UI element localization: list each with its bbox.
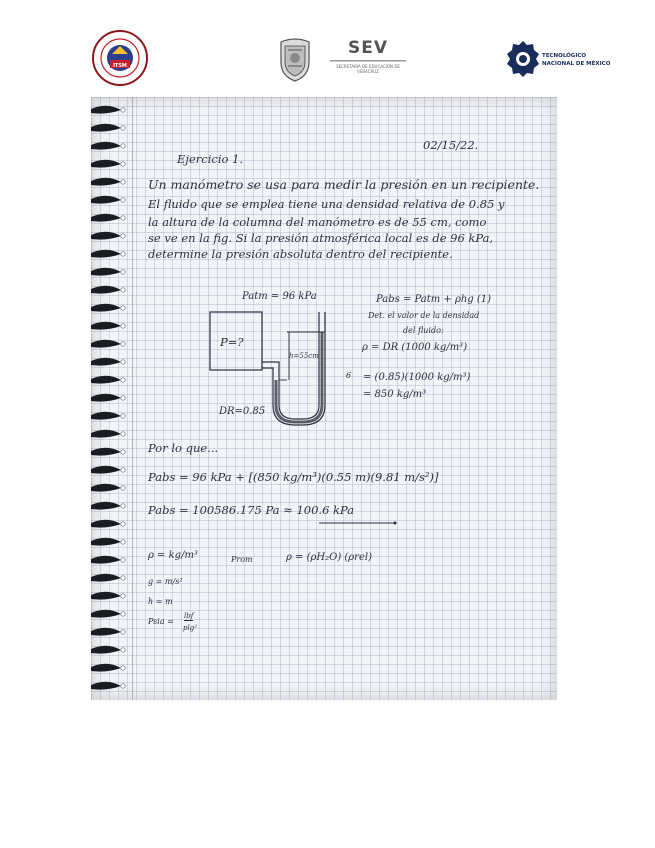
- spiral-ring: [91, 322, 125, 330]
- patm-label: Patm = 96 kPa: [242, 291, 317, 302]
- itsm-seal-logo: [92, 30, 148, 86]
- sev-divider: [330, 59, 406, 63]
- spiral-ring: [91, 340, 125, 348]
- spiral-ring: [91, 412, 125, 420]
- psia-denominator: plg²: [183, 624, 198, 632]
- u-tube-outer-2: [262, 312, 325, 425]
- result-underline: [319, 520, 399, 526]
- spiral-ring: [91, 304, 125, 312]
- equation-4: = 850 kg/m³: [363, 389, 427, 400]
- spiral-ring: [91, 592, 125, 600]
- pabs-result: Pabs = 100586.175 Pa ≈ 100.6 kPa: [148, 503, 355, 517]
- spiral-ring: [91, 124, 125, 132]
- spiral-ring: [91, 538, 125, 546]
- spiral-ring: [91, 646, 125, 654]
- notebook-date: 02/15/22.: [423, 138, 479, 152]
- h-units: h = m: [148, 597, 173, 606]
- spiral-ring: [91, 286, 125, 294]
- notebook-page: [91, 97, 557, 700]
- spiral-ring: [91, 196, 125, 204]
- spiral-ring: [91, 268, 125, 276]
- equation-3: = (0.85)(1000 kg/m³): [363, 372, 471, 383]
- spiral-ring: [91, 160, 125, 168]
- psia-label: Psia =: [148, 617, 174, 626]
- rho-units: ρ = kg/m³: [148, 550, 198, 561]
- problem-line-5: determine la presión absoluta dentro del recipiente.: [148, 247, 453, 261]
- spiral-ring: [91, 250, 125, 258]
- problem-line-3: la altura de la columna del manómetro es de 55 cm, como: [148, 215, 487, 229]
- spiral-ring: [91, 628, 125, 636]
- tecnm-gear-logo: [506, 40, 540, 78]
- spiral-ring: [91, 556, 125, 564]
- note-line-1: Det. el valor de la densidad: [368, 311, 480, 320]
- tank-pressure-label: P=?: [220, 335, 244, 349]
- spiral-ring: [91, 214, 125, 222]
- spiral-ring: [91, 574, 125, 582]
- notebook-margin-line: [132, 97, 133, 700]
- problem-line-1: Un manómetro se usa para medir la presión en un recipiente.: [148, 177, 540, 192]
- manometer-fluid: [276, 332, 322, 422]
- spiral-ring: [91, 664, 125, 672]
- svg-text:ITSM: ITSM: [113, 63, 127, 69]
- spiral-binding: [89, 97, 129, 700]
- spiral-ring: [91, 430, 125, 438]
- problem-line-2: El fluido que se emplea tiene una densidad relativa de 0.85 y: [148, 197, 505, 211]
- note-line-2: del fluido:: [403, 326, 444, 335]
- pabs-expression: Pabs = 96 kPa + [(850 kg/m³)(0.55 m)(9.81 m/s²)]: [148, 470, 439, 484]
- rho-formula: ρ = (ρH₂O) (ρrel): [286, 552, 372, 563]
- spiral-ring: [91, 358, 125, 366]
- equation-2: ρ = DR (1000 kg/m³): [362, 342, 468, 353]
- tecnm-line2: NACIONAL DE MÉXICO: [542, 61, 611, 67]
- tecnm-wordmark: [542, 52, 610, 68]
- sev-title: SEV: [348, 38, 389, 58]
- spiral-ring: [91, 106, 125, 114]
- psia-numerator: lbf: [184, 612, 194, 620]
- tecnm-line1: TECNOLÓGICO: [542, 53, 587, 59]
- spiral-ring: [91, 502, 125, 510]
- problem-line-4: se ve en la fig. Si la presión atmosférica local es de 96 kPa,: [148, 231, 494, 245]
- sev-logo: [328, 38, 408, 80]
- dr-label: DR=0.85: [219, 406, 266, 417]
- exercise-title: Ejercicio 1.: [177, 152, 244, 166]
- equation-1: Pabs = Patm + ρhg (1): [376, 294, 492, 305]
- prom-label: Prom: [231, 555, 253, 564]
- spiral-ring: [91, 448, 125, 456]
- spiral-ring: [91, 394, 125, 402]
- por-lo-que: Por lo que...: [148, 441, 219, 455]
- spiral-ring: [91, 178, 125, 186]
- spiral-ring: [91, 376, 125, 384]
- spiral-ring: [91, 142, 125, 150]
- spiral-ring: [91, 484, 125, 492]
- equation-number-6: 6: [346, 371, 352, 380]
- sev-subtitle: SECRETARÍA DE EDUCACIÓN DE VERACRUZ: [336, 64, 400, 74]
- spiral-ring: [91, 466, 125, 474]
- spiral-ring: [91, 520, 125, 528]
- height-label: h=55cm: [289, 352, 319, 360]
- veracruz-coat-of-arms-logo: [275, 36, 315, 82]
- u-tube-outer: [262, 312, 319, 419]
- g-units: g = m/s²: [148, 577, 183, 586]
- spiral-ring: [91, 682, 125, 690]
- spiral-ring: [91, 610, 125, 618]
- spiral-ring: [91, 232, 125, 240]
